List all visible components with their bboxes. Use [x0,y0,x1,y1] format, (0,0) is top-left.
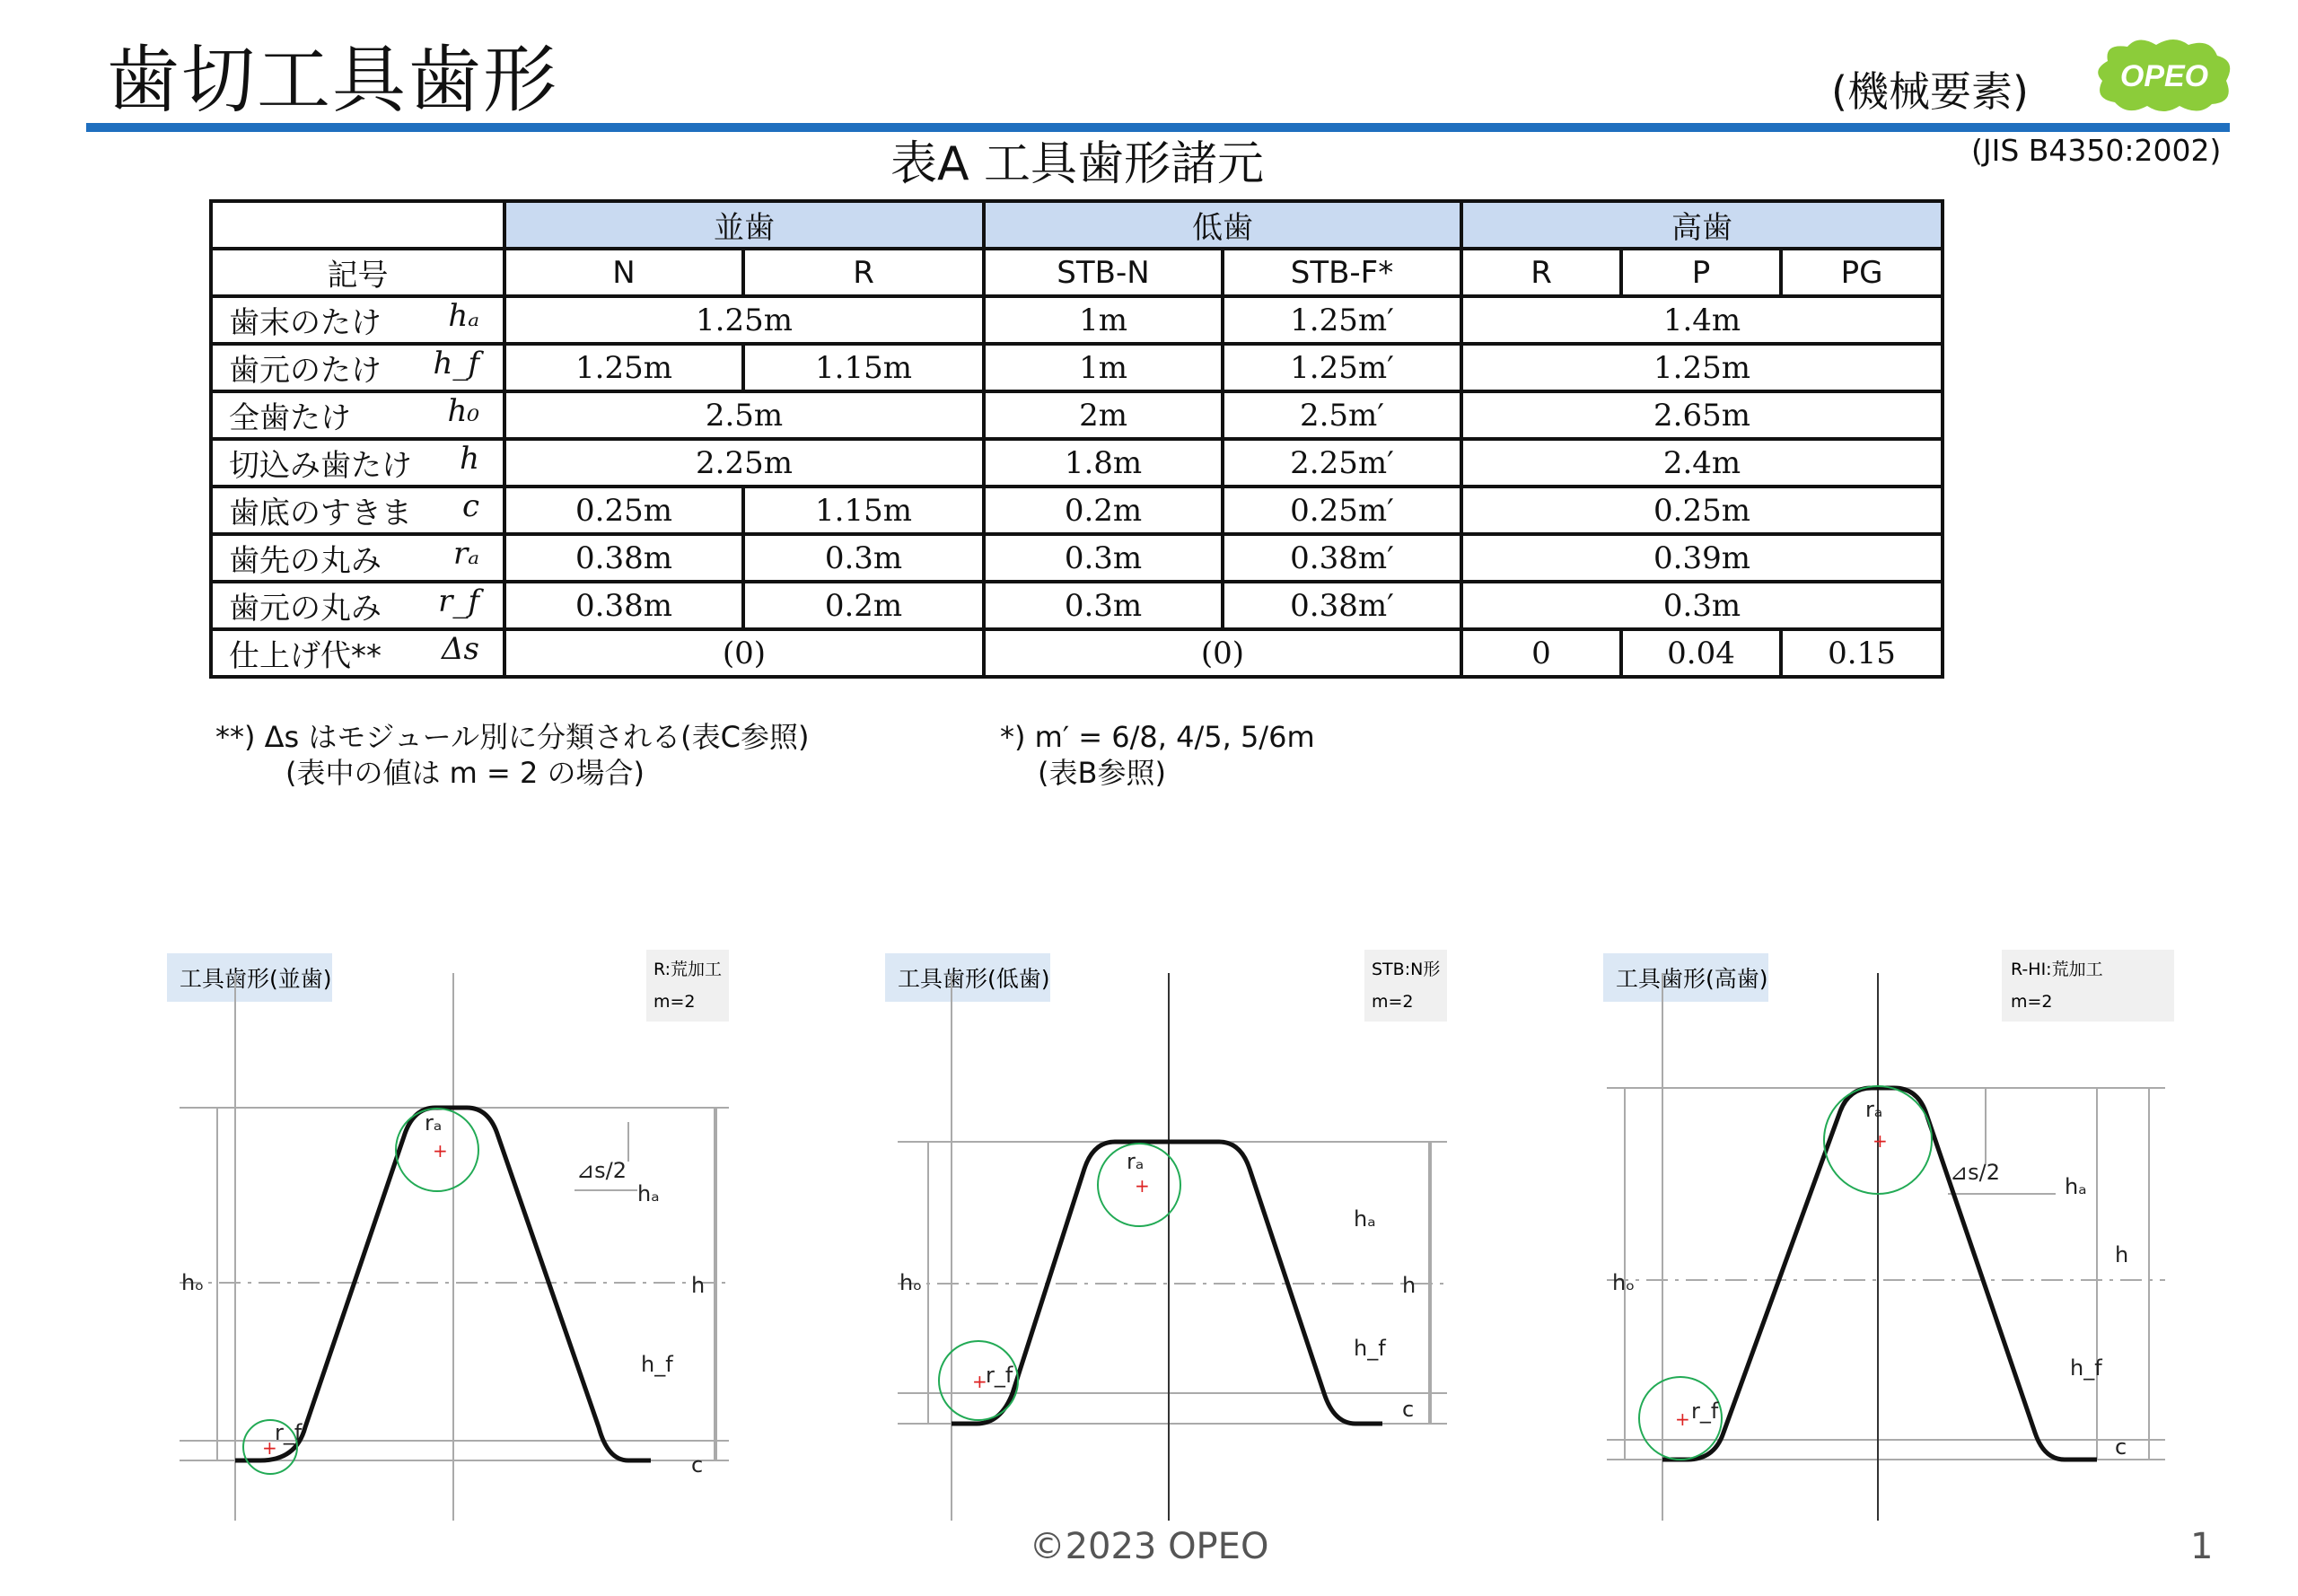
label-ra: rₐ [1865,1097,1883,1122]
label-ha: hₐ [1354,1206,1376,1232]
table-cell: 0.3m [984,534,1223,582]
guide-lines [898,973,1447,1521]
column-header: STB-N [984,249,1223,296]
table-cell: 0.2m [984,487,1223,534]
tip-center-mark: + [1873,1130,1888,1152]
tip-center-mark: + [1135,1175,1150,1197]
page-title: 歯切工具歯形 [106,38,559,123]
row-symbol: hₐ [448,298,479,334]
group-header: 高歯 [1461,201,1943,249]
tool-profile-table [209,199,1944,679]
table-cell: 0.3m [984,582,1223,629]
row-name-cell [211,439,504,487]
header-rule [86,123,2230,132]
diagram-info-2: m=2 [653,992,696,1012]
label-ds: ⊿s/2 [1950,1160,2000,1185]
row-name-cell [211,582,504,629]
row-symbol: Δs [441,631,479,667]
table-cell: 1.4m [1461,296,1943,344]
label-c: c [2115,1434,2127,1460]
table-cell: (0) [504,629,984,677]
table-cell: 2.25m′ [1223,439,1461,487]
label-ha: hₐ [637,1181,660,1206]
row-label: 全歯たけ [229,400,351,436]
row-symbol: h [460,441,479,477]
diagram-full-depth-tooth [1598,934,2208,1544]
column-header: STB-F* [1223,249,1461,296]
page-subtitle: (機械要素) [1831,67,2029,116]
label-ra: rₐ [1127,1149,1145,1174]
row-name-cell [211,391,504,439]
note-delta-s: **) Δs はモジュール別に分類される(表C参照) [215,720,810,754]
table-column-row [211,249,1943,296]
row-label: 歯底のすきま [229,495,412,531]
table-cell: 2.4m [1461,439,1943,487]
table-row [211,344,1943,391]
row-label: 歯元のたけ [229,353,382,389]
note-table-values: (表中の値は m = 2 の場合) [285,756,645,790]
root-center-mark: + [972,1371,987,1392]
table-cell: 0 [1461,629,1621,677]
row-symbol: h_f [433,346,479,381]
label-ho: hₒ [899,1270,923,1295]
copyright: ©2023 OPEO [1029,1526,1269,1567]
row-name-cell [211,629,504,677]
table-cell: 1.15m [743,487,984,534]
label-rf: r_f [986,1363,1013,1388]
table-cell: 1m [984,344,1223,391]
table-row [211,582,1943,629]
tip-center-mark: + [433,1140,448,1162]
row-label: 歯元の丸み [229,591,382,627]
table-cell: 0.38m′ [1223,582,1461,629]
note-m-prime: *) m′ = 6/8, 4/5, 5/6m [1000,720,1315,754]
label-ho: hₒ [1612,1270,1636,1295]
diagram-info-1: R:荒加工 [653,960,723,979]
row-symbol: r_f [438,583,479,619]
label-hf: h_f [2070,1355,2102,1381]
corner-cell [211,201,504,249]
table-cell: 0.38m′ [1223,534,1461,582]
label-ho: hₒ [181,1270,205,1295]
table-cell: 0.25m [1461,487,1943,534]
diagram-info-1: R-HI:荒加工 [2011,960,2103,979]
table-cell: 2.65m [1461,391,1943,439]
table-group-row [211,201,1943,249]
table-cell: 0.15 [1781,629,1943,677]
table-cell: 0.3m [743,534,984,582]
column-header: N [504,249,743,296]
table-cell: 2m [984,391,1223,439]
diagram-info-2: m=2 [2011,992,2053,1012]
label-c: c [691,1452,704,1478]
row-symbol: h₀ [447,393,479,429]
table-cell: 0.25m′ [1223,487,1461,534]
symbol-header: 記号 [211,249,504,296]
table-row [211,439,1943,487]
opeo-logo [2092,34,2237,117]
row-label: 歯先の丸み [229,543,382,579]
diagram-title: 工具歯形(低歯) [898,966,1050,992]
svg-text:OPEO: OPEO [2119,59,2209,93]
label-ha: hₐ [2065,1174,2087,1199]
table-cell: 0.25m [504,487,743,534]
table-row [211,391,1943,439]
group-header: 低歯 [984,201,1461,249]
guide-lines [1607,973,2165,1521]
table-cell: 1.8m [984,439,1223,487]
table-row [211,629,1943,677]
table-cell: 0.38m [504,582,743,629]
row-label: 切込み歯たけ [229,448,412,484]
table-row [211,296,1943,344]
table-cell: 1m [984,296,1223,344]
diagram-info-1: STB:N形 [1372,960,1441,979]
diagram-stub-tooth [880,934,1490,1544]
group-header: 並歯 [504,201,984,249]
row-name-cell [211,534,504,582]
table-cell: 0.38m [504,534,743,582]
diagram-info-2: m=2 [1372,992,1414,1012]
label-hf: h_f [641,1352,673,1377]
label-c: c [1402,1397,1415,1422]
row-symbol: c [461,488,479,524]
row-symbol: rₐ [452,536,479,572]
label-hf: h_f [1354,1336,1386,1361]
table-cell: (0) [984,629,1461,677]
table-cell: 1.25m′ [1223,344,1461,391]
table-cell: 2.5m′ [1223,391,1461,439]
label-rf: r_f [1691,1399,1719,1424]
table-row [211,534,1943,582]
table-title: 表A 工具歯形諸元 [890,137,1265,191]
table-cell: 1.25m [504,344,743,391]
column-header: R [743,249,984,296]
table-cell: 2.25m [504,439,984,487]
label-h: h [2115,1242,2129,1267]
column-header: P [1621,249,1781,296]
table-cell: 0.2m [743,582,984,629]
row-name-cell [211,344,504,391]
label-ra: rₐ [425,1110,443,1136]
column-header: R [1461,249,1621,296]
table-cell: 1.25m′ [1223,296,1461,344]
column-header: PG [1781,249,1943,296]
standard-reference: (JIS B4350:2002) [1971,133,2222,168]
table-cell: 0.04 [1621,629,1781,677]
diagram-title: 工具歯形(並歯) [180,966,332,992]
root-center-mark: + [262,1437,277,1459]
table-cell: 0.3m [1461,582,1943,629]
table-cell: 0.39m [1461,534,1943,582]
row-label: 仕上げ代** [229,638,382,674]
diagram-title: 工具歯形(高歯) [1616,966,1768,992]
diagram-normal-tooth [162,934,772,1544]
label-rf: r_f [275,1420,303,1445]
table-cell: 1.25m [504,296,984,344]
table-cell: 2.5m [504,391,984,439]
table-row [211,487,1943,534]
label-h: h [1402,1273,1417,1298]
row-name-cell [211,487,504,534]
table-cell: 1.25m [1461,344,1943,391]
table-cell: 1.15m [743,344,984,391]
root-center-mark: + [1675,1408,1690,1430]
page-number: 1 [2190,1526,2214,1567]
label-h: h [691,1273,706,1298]
note-table-b: (表B参照) [1038,756,1166,790]
row-name-cell [211,296,504,344]
label-ds: ⊿s/2 [576,1158,627,1183]
row-label: 歯末のたけ [229,305,382,341]
